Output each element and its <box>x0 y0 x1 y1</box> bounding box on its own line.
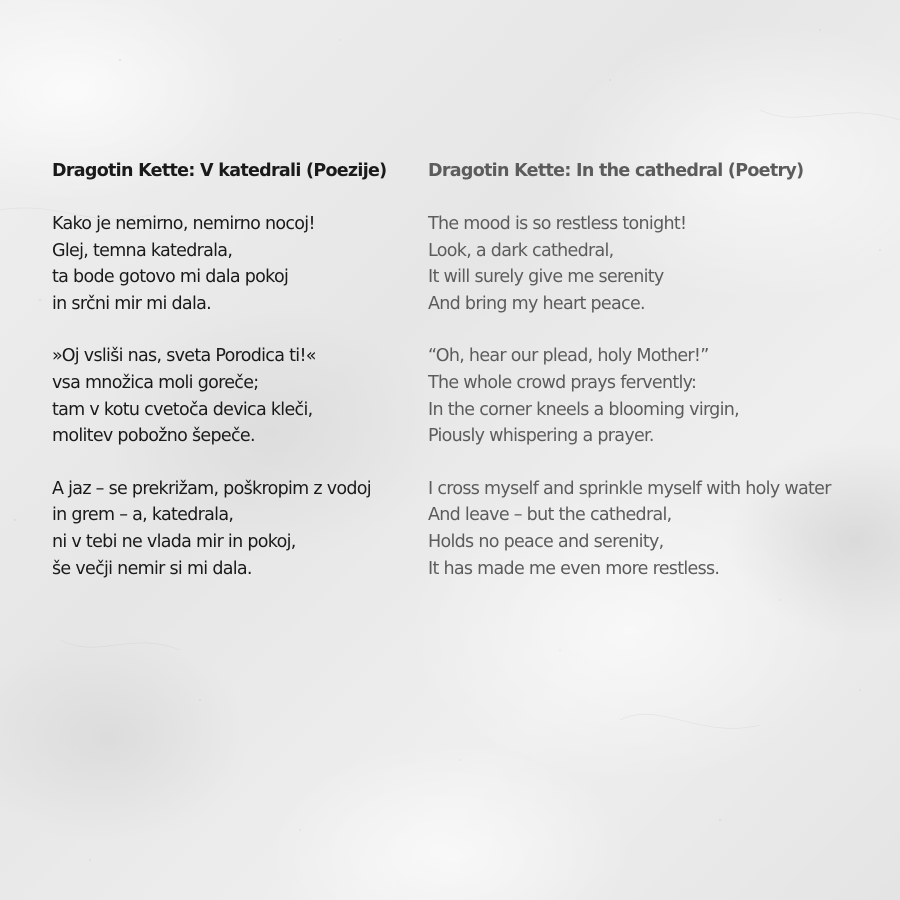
poem-line: ni v tebi ne vlada mir in pokoj, <box>52 531 296 552</box>
poem-line: še večji nemir si mi dala. <box>52 558 252 579</box>
poem-line: And leave – but the cathedral, <box>428 505 672 526</box>
poem-line: Kako je nemirno, nemirno nocoj! <box>52 214 315 234</box>
poem-line: Look, a dark cathedral, <box>428 240 614 261</box>
poem-line: Holds no peace and serenity, <box>428 531 664 552</box>
poem-line: in srčni mir mi dala. <box>52 293 212 314</box>
translation-stanza-3 <box>428 476 868 582</box>
poem-line: And bring my heart peace. <box>428 293 645 314</box>
poem-line: The mood is so restless tonight! <box>428 214 687 234</box>
translated-poem <box>428 157 868 608</box>
translation-title: Dragotin Kette: In the cathedral (Poetry) <box>428 161 804 181</box>
poem-line: The whole crowd prays fervently: <box>428 372 697 393</box>
poem-line: “Oh, hear our plead, holy Mother!” <box>428 346 709 367</box>
poem-line: I cross myself and sprinkle myself with holy water <box>428 478 831 499</box>
poem-line: In the corner kneels a blooming virgin, <box>428 399 740 420</box>
poem-line: A jaz – se prekrižam, poškropim z vodoj <box>52 478 371 499</box>
original-stanza-2 <box>52 343 402 449</box>
poem-line: Piously whispering a prayer. <box>428 426 654 447</box>
poem-line: in grem – a, katedrala, <box>52 505 234 526</box>
poem-line: molitev pobožno šepeče. <box>52 426 255 447</box>
poem-line: It will surely give me serenity <box>428 267 664 288</box>
poem-line: tam v kotu cvetoča devica kleči, <box>52 399 313 420</box>
poem-line: Glej, temna katedrala, <box>52 240 233 261</box>
poem-line: ta bode gotovo mi dala pokoj <box>52 267 289 288</box>
poem-line: vsa množica moli goreče; <box>52 372 259 393</box>
original-poem <box>52 157 402 608</box>
original-stanza-1 <box>52 211 402 317</box>
original-title: Dragotin Kette: V katedrali (Poezije) <box>52 161 387 181</box>
poem-line: »Oj vsliši nas, sveta Porodica ti!« <box>52 346 316 367</box>
poem-line: It has made me even more restless. <box>428 558 720 579</box>
translation-stanza-1 <box>428 211 868 317</box>
translation-stanza-2 <box>428 343 868 449</box>
original-stanza-3 <box>52 476 402 582</box>
